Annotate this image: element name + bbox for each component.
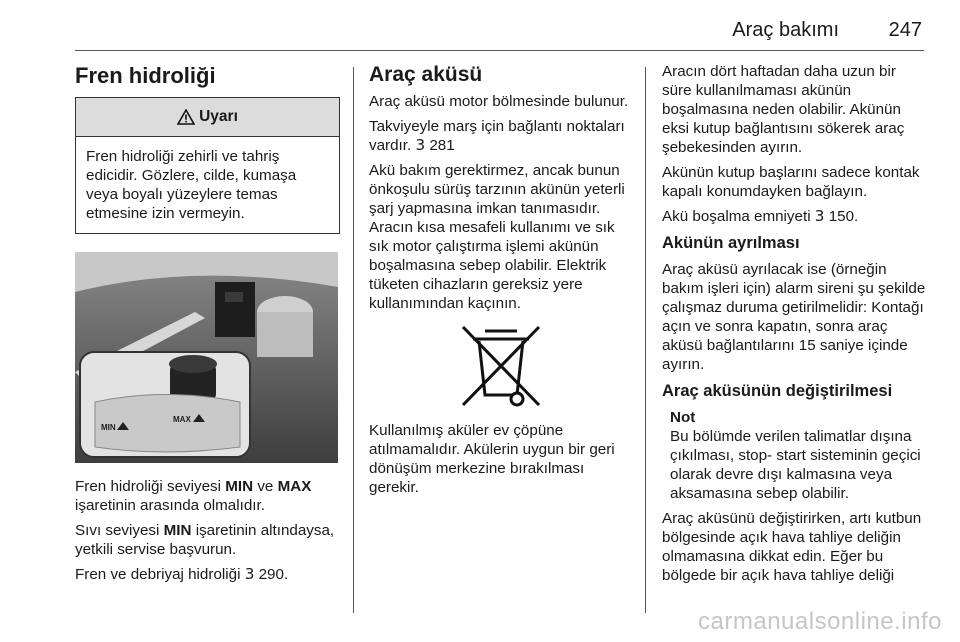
paragraph-storage: Aracın dört haftadan daha uzun bir süre kullanılmaması akünün boşalmasına neden olabilir. Akünün eksi kutup bağlantısını sökerek araç şebekesinden ayırın. [662,63,905,156]
note-box [670,408,927,503]
page-ref-arrow: 3 [244,565,255,583]
watermark: carmanualsonline.info [698,608,942,635]
column-battery-continued [662,62,927,591]
section-title-battery: Araç aküsü [369,63,483,86]
header-title: Araç bakımı [732,19,839,41]
paragraph-discharge-protection: Akü boşalma emniyeti 3 150. [662,207,859,225]
column-divider-2 [645,67,646,613]
page-ref-arrow: 3 [415,136,426,154]
paragraph-level: Fren hidroliği seviyesi MIN ve MAX işaretinin arasında olmalıdır. [75,478,312,514]
page-number: 247 [888,19,922,41]
paragraph-below-min: Sıvı seviyesi MIN işaretinin altındaysa, yetkili servise başvurun. [75,522,335,558]
warning-box [75,97,340,234]
page-ref-arrow: 3 [814,207,825,225]
paragraph-disconnect: Araç aküsü ayrılacak ise (örneğin bakım işleri için) alarm sireni şu şekilde çalışmaz duruma getirilmelidir: Kontağı açın ve sonra kapatın, sonra araç aküsü bağlantılarını 15 saniye içinde ayırın. [662,261,926,373]
warning-label: Uyarı [199,108,238,125]
paragraph-connect: Akünün kutup başlarını sadece kontak kapalı konumdayken bağlayın. [662,164,920,200]
warning-text: Fren hidroliği zehirli ve tahriş edicidir. Gözlere, cilde, kumaşa veya boyalı yüzeylere temas etmesine izin vermeyin. [86,148,297,222]
brake-fluid-reservoir-photo [75,252,338,463]
warning-triangle-icon [177,109,195,125]
paragraph-location: Araç aküsü motor bölmesinde bulunur. [369,93,629,110]
note-text: Bu bölümde verilen talimatlar dışına çıkılması, stop- start sisteminin geçici olarak devre dışı kalmasına veya aksamasına sebep olabilir. [670,428,921,502]
figure-min-label: MIN [101,423,116,432]
subheading-replacement: Araç aküsünün değiştirilmesi [662,382,893,400]
section-title-brake-fluid: Fren hidroliği [75,63,216,88]
crossed-bin-icon [455,319,547,411]
subheading-disconnect: Akünün ayrılması [662,234,800,252]
paragraph-disposal: Kullanılmış aküler ev çöpüne atılmamalıdır. Akülerin uygun bir geri dönüşüm merkezine bırakılması gerekir. [369,422,615,496]
figure-max-label: MAX [173,415,191,424]
column-brake-fluid [75,62,340,590]
column-divider-1 [353,67,354,613]
page-header [75,0,924,51]
column-battery [369,62,633,503]
note-title: Not [670,409,696,426]
paragraph-replacement: Araç aküsünü değiştirirken, artı kutbun bölgesinde açık hava tahliye deliğin olmamasına dikkat edin. Eğer bu bölgede bir açık hava tahliye deliği [662,510,922,584]
warning-header [76,98,339,137]
paragraph-fluid-ref: Fren ve debriyaj hidroliği 3 290. [75,565,289,583]
paragraph-maintenance: Akü bakım gerektirmez, ancak bunun önkoşulu sürüş tarzının akünün yeterli şarj yapmasına imkan tanımasıdır. Aracın kısa mesafeli kullanımı ve sık sık motor çalıştırma işlemi akünün boşalmasına sebep olabilir. Elektrik tüketen cihazların gereksiz yere kullanımından kaçının. [369,162,625,312]
paragraph-jumpstart: Takviyeyle marş için bağlantı noktaları vardır. 3 281 [369,118,625,154]
